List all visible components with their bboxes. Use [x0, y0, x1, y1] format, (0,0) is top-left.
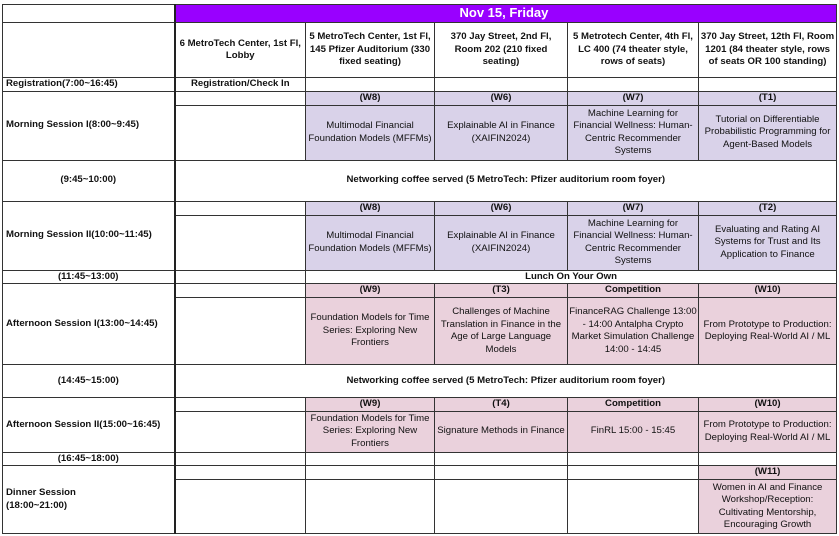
- time-slot-label: Afternoon Session II(15:00~16:45): [3, 398, 175, 453]
- empty-cell: [175, 105, 306, 160]
- empty-cell: [435, 480, 568, 534]
- session-title: Explainable AI in Finance (XAIFIN2024): [435, 215, 568, 270]
- session-code: (W8): [306, 201, 435, 215]
- empty-cell: [568, 466, 699, 480]
- empty-cell: [699, 78, 837, 92]
- empty-cell: [306, 452, 435, 466]
- break-cell: Networking coffee served (5 MetroTech: Pfizer auditorium room foyer): [175, 365, 837, 398]
- registration-row: [3, 78, 837, 92]
- session-title: Multimodal Financial Foundation Models (MFFMs): [306, 215, 435, 270]
- empty-cell: [435, 466, 568, 480]
- empty-cell: [568, 78, 699, 92]
- session-code: (W6): [435, 91, 568, 105]
- empty-cell: [175, 298, 306, 365]
- empty-cell: [175, 91, 306, 105]
- empty-cell: [175, 411, 306, 452]
- session-title: Challenges of Machine Translation in Finance in the Age of Large Language Models: [435, 298, 568, 365]
- session-code: (T3): [435, 284, 568, 298]
- time-slot-label: Morning Session I(8:00~9:45): [3, 91, 175, 160]
- schedule-table: [2, 4, 837, 534]
- empty-cell: [435, 452, 568, 466]
- session-code: (W7): [568, 201, 699, 215]
- break-cell: Networking coffee served (5 MetroTech: Pfizer auditorium room foyer): [175, 160, 837, 201]
- dinner-time: (18:00~21:00): [6, 499, 68, 511]
- session-title: Evaluating and Rating AI Systems for Trust and Its Application to Finance: [699, 215, 837, 270]
- empty-cell: [175, 452, 306, 466]
- empty-cell: [175, 201, 306, 215]
- session-title: Signature Methods in Finance: [435, 411, 568, 452]
- empty-cell: [3, 23, 175, 78]
- session-code: (T4): [435, 398, 568, 412]
- registration-cell: Registration/Check In: [175, 78, 306, 92]
- session-code: Competition: [568, 398, 699, 412]
- empty-cell: [568, 480, 699, 534]
- session-title: Tutorial on Differentiable Probabilistic Programming for Agent-Based Models: [699, 105, 837, 160]
- time-slot-label: (11:45~13:00): [3, 270, 175, 284]
- session-code: (W7): [568, 91, 699, 105]
- empty-cell: [175, 466, 306, 480]
- venue-header: 5 MetroTech Center, 1st Fl, 145 Pfizer Auditorium (330 fixed seating): [306, 23, 435, 78]
- session-title: Women in AI and Finance Workshop/Reception: Cultivating Mentorship, Encouraging Growth: [699, 480, 837, 534]
- lunch-cell: Lunch On Your Own: [306, 270, 837, 284]
- session-code: (W9): [306, 398, 435, 412]
- empty-cell: [568, 452, 699, 466]
- empty-cell: [175, 480, 306, 534]
- venue-header: 370 Jay Street, 12th Fl, Room 1201 (84 theater style, rows of seats OR 100 standing): [699, 23, 837, 78]
- empty-cell: [306, 480, 435, 534]
- session-code: (W6): [435, 201, 568, 215]
- time-slot-label: (14:45~15:00): [3, 365, 175, 398]
- session-title: From Prototype to Production: Deploying Real-World AI / ML: [699, 298, 837, 365]
- venue-header-row: [3, 23, 837, 78]
- time-slot-label: [3, 466, 175, 534]
- session-title: FinanceRAG Challenge 13:00 - 14:00 Antalpha Crypto Market Simulation Challenge 14:00 - 14:45: [568, 298, 699, 365]
- session-code: Competition: [568, 284, 699, 298]
- session-title: Foundation Models for Time Series: Exploring New Frontiers: [306, 298, 435, 365]
- empty-cell: [175, 398, 306, 412]
- day-title: Nov 15, Friday: [175, 5, 837, 23]
- time-slot-label: (16:45~18:00): [3, 452, 175, 466]
- venue-header: 370 Jay Street, 2nd Fl, Room 202 (210 fixed seating): [435, 23, 568, 78]
- dinner-label: Dinner Session: [6, 487, 76, 498]
- session-title: Multimodal Financial Foundation Models (MFFMs): [306, 105, 435, 160]
- empty-cell: [175, 284, 306, 298]
- session-code: (T2): [699, 201, 837, 215]
- session-code: (W11): [699, 466, 837, 480]
- empty-cell: [699, 452, 837, 466]
- venue-header: 5 Metrotech Center, 4th Fl, LC 400 (74 theater style, rows of seats): [568, 23, 699, 78]
- empty-cell: [306, 466, 435, 480]
- time-slot-label: Morning Session II(10:00~11:45): [3, 201, 175, 270]
- session-title: Machine Learning for Financial Wellness: Human-Centric Recommender Systems: [568, 105, 699, 160]
- empty-cell: [175, 215, 306, 270]
- session-title: Explainable AI in Finance (XAIFIN2024): [435, 105, 568, 160]
- corner-cell: [3, 5, 175, 23]
- venue-header: 6 MetroTech Center, 1st Fl, Lobby: [175, 23, 306, 78]
- session-title: Machine Learning for Financial Wellness: Human-Centric Recommender Systems: [568, 215, 699, 270]
- session-title: From Prototype to Production: Deploying Real-World AI / ML: [699, 411, 837, 452]
- time-slot-label: Afternoon Session I(13:00~14:45): [3, 284, 175, 365]
- empty-cell: [306, 78, 435, 92]
- session-code: (W8): [306, 91, 435, 105]
- time-slot-label: (9:45~10:00): [3, 160, 175, 201]
- time-slot-label: Registration(7:00~16:45): [3, 78, 175, 92]
- session-title: Foundation Models for Time Series: Exploring New Frontiers: [306, 411, 435, 452]
- empty-cell: [175, 270, 306, 284]
- empty-cell: [435, 78, 568, 92]
- session-code: (W9): [306, 284, 435, 298]
- session-code: (W10): [699, 284, 837, 298]
- session-code: (W10): [699, 398, 837, 412]
- session-title: FinRL 15:00 - 15:45: [568, 411, 699, 452]
- session-code: (T1): [699, 91, 837, 105]
